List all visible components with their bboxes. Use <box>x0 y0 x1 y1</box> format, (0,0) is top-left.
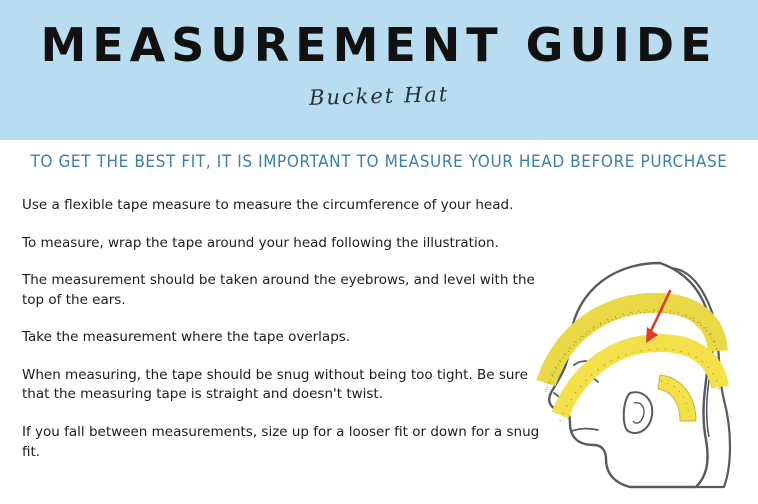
instruction-paragraph: To measure, wrap the tape around your head following the illustration. <box>22 234 499 251</box>
instruction-paragraph: Use a flexible tape measure to measure the circumference of your head. <box>22 197 514 213</box>
instruction-paragraph: When measuring, the tape should be snug without being too tight. Be sure that the measuring tape is straight and doesn't twist. <box>22 366 528 403</box>
instruction-paragraph: The measurement should be taken around the eyebrows, and level with the top of the ears. <box>22 272 535 308</box>
ear-shape <box>624 392 653 433</box>
instruction-paragraph: Take the measurement where the tape overlaps. <box>22 329 351 346</box>
page-subtitle: Bucket Hat <box>308 82 450 110</box>
header-banner <box>0 0 758 140</box>
instructions-list <box>22 196 542 462</box>
intro-instruction-line: TO GET THE BEST FIT, IT IS IMPORTANT TO MEASURE YOUR HEAD BEFORE PURCHASE <box>30 152 728 172</box>
instruction-paragraph: If you fall between measurements, size up for a looser fit or down for a snug fit. <box>22 423 540 460</box>
head-with-measuring-tape-illustration <box>510 215 750 495</box>
page-title: MEASUREMENT GUIDE <box>40 18 718 72</box>
